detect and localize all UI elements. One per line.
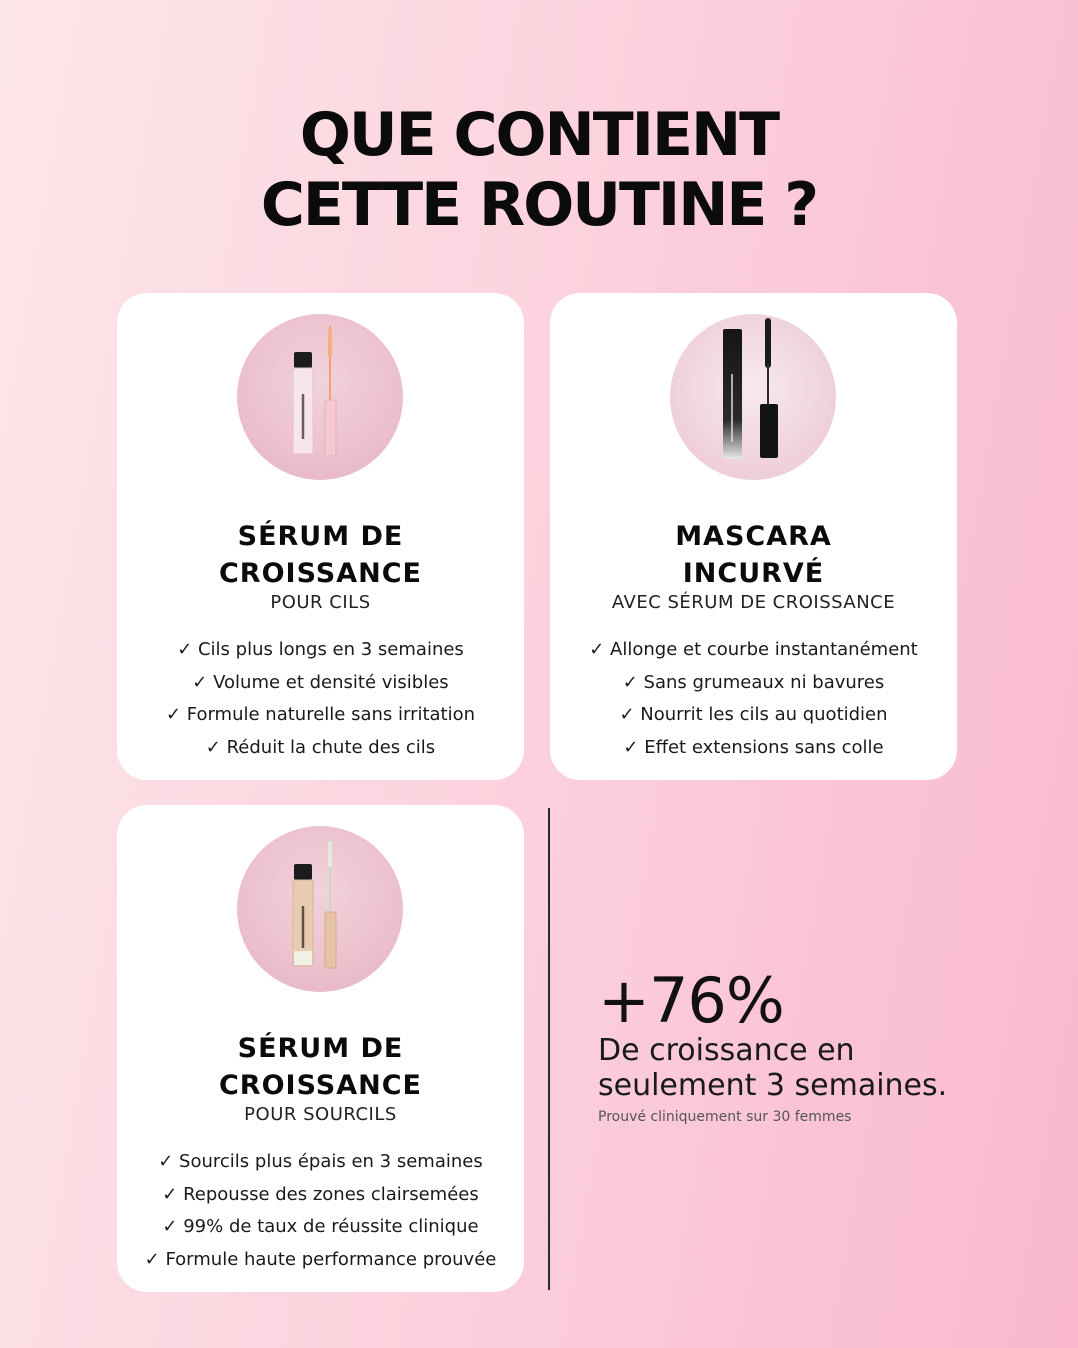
product-subtitle: POUR CILS bbox=[270, 592, 371, 613]
product-image-lash-serum bbox=[237, 314, 403, 480]
benefit-item: ✓ Repousse des zones clairsemées bbox=[162, 1183, 479, 1205]
mascara-tube-icon bbox=[670, 314, 836, 480]
product-title bbox=[117, 518, 524, 592]
stat-description-line-1: De croissance en bbox=[598, 1033, 855, 1068]
stat-value: +76% bbox=[598, 964, 784, 1037]
benefit-item: ✓ 99% de taux de réussite clinique bbox=[162, 1216, 479, 1237]
growth-stat bbox=[598, 965, 1068, 1127]
product-subtitle: AVEC SÉRUM DE CROISSANCE bbox=[611, 592, 896, 613]
product-title-line-1: MASCARA bbox=[675, 521, 832, 552]
benefit-item: ✓ Effet extensions sans colle bbox=[623, 736, 884, 758]
benefit-item: ✓ Formule haute performance prouvée bbox=[144, 1248, 497, 1270]
benefit-item: ✓ Sourcils plus épais en 3 semaines bbox=[158, 1151, 483, 1172]
stat-description bbox=[598, 1033, 1068, 1103]
product-title-line-1: SÉRUM DE bbox=[237, 1033, 404, 1064]
vertical-divider bbox=[548, 808, 550, 1290]
product-title bbox=[550, 518, 957, 592]
product-card-brow-serum bbox=[117, 805, 524, 1292]
product-title-line-2: CROISSANCE bbox=[218, 558, 423, 589]
product-title-line-2: CROISSANCE bbox=[218, 1070, 423, 1101]
page-title-line-2: CETTE ROUTINE ? bbox=[260, 170, 818, 240]
benefit-item: ✓ Volume et densité visibles bbox=[192, 671, 449, 693]
benefit-item: ✓ Sans grumeaux ni bavures bbox=[622, 671, 885, 693]
benefit-item: ✓ Nourrit les cils au quotidien bbox=[619, 704, 888, 725]
product-subtitle: POUR SOURCILS bbox=[244, 1104, 397, 1125]
benefit-list bbox=[117, 634, 524, 764]
product-image-mascara bbox=[670, 314, 836, 480]
benefit-item: ✓ Formule naturelle sans irritation bbox=[165, 704, 476, 725]
stat-description-line-2: seulement 3 semaines. bbox=[598, 1068, 948, 1103]
benefit-list bbox=[117, 1146, 524, 1276]
benefit-item: ✓ Cils plus longs en 3 semaines bbox=[177, 639, 464, 660]
lash-serum-tube-icon bbox=[237, 314, 403, 480]
product-card-lash-serum bbox=[117, 293, 524, 780]
page-title bbox=[0, 100, 1078, 240]
product-title-line-2: INCURVÉ bbox=[682, 558, 825, 589]
product-title bbox=[117, 1030, 524, 1104]
product-image-brow-serum bbox=[237, 826, 403, 992]
benefit-item: ✓ Réduit la chute des cils bbox=[205, 736, 436, 758]
benefit-list bbox=[550, 634, 957, 764]
stat-footnote: Prouvé cliniquement sur 30 femmes bbox=[598, 1109, 852, 1125]
product-title-line-1: SÉRUM DE bbox=[237, 521, 404, 552]
benefit-item: ✓ Allonge et courbe instantanément bbox=[589, 639, 918, 660]
brow-serum-tube-icon bbox=[237, 826, 403, 992]
product-card-mascara bbox=[550, 293, 957, 780]
page-title-line-1: QUE CONTIENT bbox=[299, 100, 779, 170]
